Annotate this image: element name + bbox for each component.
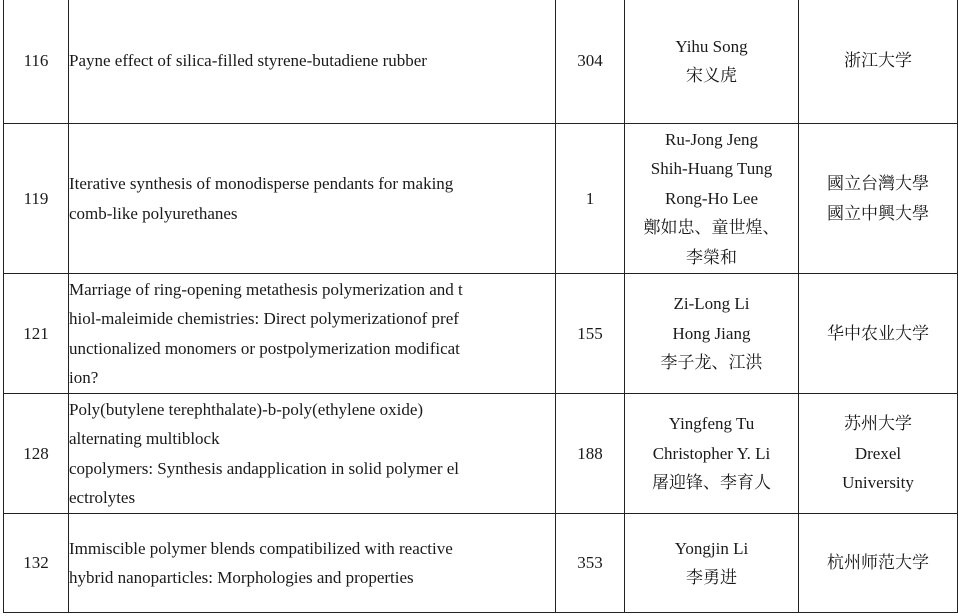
institution-line: 苏州大学 (844, 414, 912, 434)
author-line: 鄭如忠、童世煌、 (643, 218, 780, 238)
table-row (4, 274, 958, 394)
paper-title-line: Immiscible polymer blends compatibilized with reactive (69, 538, 453, 558)
row-number: 119 (4, 124, 69, 274)
paper-title-line: alternating multiblock (69, 429, 220, 448)
author-line: 李子龙、江洪 (660, 353, 763, 373)
paper-title-line: ectrolytes (69, 488, 136, 507)
author-line: 屠迎锋、李育人 (652, 473, 771, 493)
authors (625, 514, 799, 613)
institutions (799, 274, 958, 394)
paper-title-line: copolymers: Synthesis andapplication in solid polymer el (69, 458, 459, 478)
institution-line: 國立中興大學 (827, 203, 929, 223)
row-number: 132 (4, 514, 69, 613)
paper-title-line: unctionalized monomers or postpolymerization modificat (69, 338, 460, 358)
paper-title (69, 274, 556, 394)
page-number: 353 (556, 514, 625, 613)
paper-title (69, 514, 556, 613)
institutions (799, 394, 958, 514)
institution-line: University (842, 473, 914, 493)
authors (625, 394, 799, 514)
institutions (799, 514, 958, 613)
author-line: 李榮和 (686, 247, 737, 267)
author-line: Yongjin Li (674, 538, 749, 558)
paper-title-line: ion? (69, 368, 99, 387)
page-number: 155 (556, 274, 625, 394)
paper-title-line: Iterative synthesis of monodisperse pendants for making (69, 174, 454, 193)
table-row (4, 514, 958, 613)
paper-title-line: Poly(butylene terephthalate)-b-poly(ethylene oxide) (69, 399, 424, 419)
paper-title (69, 124, 556, 274)
papers-table (3, 0, 958, 613)
author-line: Hong Jiang (672, 323, 751, 343)
paper-title (69, 0, 556, 124)
author-line: Yingfeng Tu (668, 414, 755, 434)
table-row (4, 0, 958, 124)
author-line: Yihu Song (675, 36, 748, 56)
page-number: 304 (556, 0, 625, 124)
authors (625, 124, 799, 274)
institution-line: 國立台灣大學 (827, 174, 929, 193)
institution-line: 浙江大学 (844, 51, 912, 71)
author-line: 李勇进 (686, 568, 737, 587)
institution-line: 杭州师范大学 (827, 553, 929, 573)
authors (625, 0, 799, 124)
institution-line: Drexel (854, 443, 902, 463)
paper-title-line: comb-like polyurethanes (69, 203, 238, 223)
author-line: 宋义虎 (686, 66, 737, 85)
page-number: 188 (556, 394, 625, 514)
author-line: Rong-Ho Lee (664, 188, 758, 208)
page-number: 1 (556, 124, 625, 274)
row-number: 128 (4, 394, 69, 514)
institutions (799, 0, 958, 124)
author-line: Shih-Huang Tung (650, 159, 773, 179)
paper-title (69, 394, 556, 514)
authors (625, 274, 799, 394)
institution-line: 华中农业大学 (827, 323, 929, 343)
row-number: 121 (4, 274, 69, 394)
papers-table-body (4, 0, 958, 613)
row-number: 116 (4, 0, 69, 124)
author-line: Christopher Y. Li (652, 443, 771, 463)
paper-title-line: Payne effect of silica-filled styrene-butadiene rubber (69, 51, 427, 71)
author-line: Zi-Long Li (673, 294, 750, 314)
table-row (4, 394, 958, 514)
paper-title-line: hiol-maleimide chemistries: Direct polymerizationof pref (69, 309, 459, 328)
table-row (4, 124, 958, 274)
paper-title-line: hybrid nanoparticles: Morphologies and properties (69, 568, 414, 587)
institutions (799, 124, 958, 274)
paper-title-line: Marriage of ring-opening metathesis polymerization and t (69, 279, 463, 299)
author-line: Ru-Jong Jeng (664, 129, 759, 149)
